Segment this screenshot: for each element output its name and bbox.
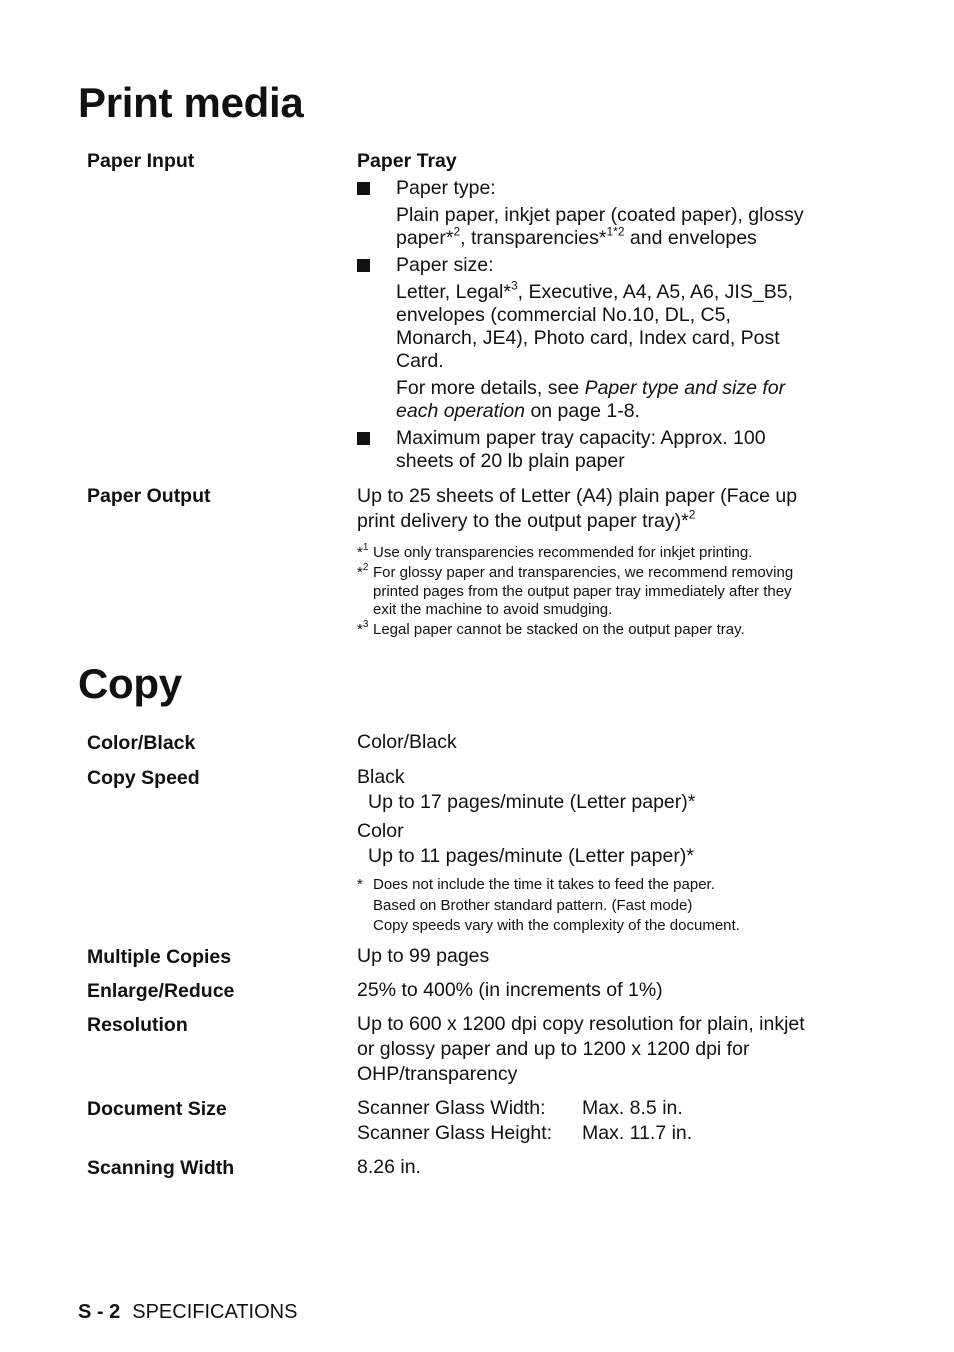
footnote-number: 3: [362, 619, 369, 630]
note-text: Copy speeds vary with the complexity of the document.: [373, 917, 740, 934]
text-part: Letter, Legal*: [396, 281, 511, 303]
section-title-print-media: Print media: [78, 79, 304, 126]
paper-size-item: [357, 254, 827, 277]
resolution-line-2: or glossy paper and up to 1200 x 1200 dpi for: [357, 1038, 750, 1060]
text-part: *: [357, 564, 363, 581]
footnote-number: 1: [362, 542, 369, 553]
paper-type-value: [357, 204, 827, 250]
label-resolution: Resolution: [87, 1014, 188, 1036]
resolution-line-1: Up to 600 x 1200 dpi copy resolution for plain, inkjet: [357, 1013, 805, 1035]
footnote-ref: 1*2: [606, 224, 625, 239]
footnote-text: exit the machine to avoid smudging.: [373, 601, 613, 618]
document-width-value: Max. 8.5 in.: [582, 1097, 683, 1119]
text-part: *: [357, 621, 363, 638]
page-number: S - 2: [78, 1301, 121, 1323]
label-paper-output: Paper Output: [87, 485, 211, 507]
capacity-line-2: sheets of 20 lb plain paper: [396, 450, 625, 472]
text-part: *: [357, 544, 363, 561]
text-part: For more details, see: [396, 377, 585, 399]
text-part: , transparencies*: [460, 227, 607, 249]
text-part: on page 1-8.: [525, 400, 640, 422]
paper-size-line-3: Monarch, JE4), Photo card, Index card, Post: [396, 327, 780, 349]
footnote-3: [357, 621, 827, 640]
paper-tray-heading: Paper Tray: [357, 150, 457, 172]
capacity-item: [357, 427, 827, 473]
paper-size-line-2: envelopes (commercial No.10, DL, C5,: [396, 304, 731, 326]
footnote-text: printed pages from the output paper tray immediately after they: [373, 582, 792, 600]
paper-size-line-4: Card.: [396, 350, 444, 372]
label-scanning-width: Scanning Width: [87, 1157, 235, 1179]
footnote-text: Legal paper cannot be stacked on the output paper tray.: [373, 621, 745, 638]
paper-size-label: Paper size:: [396, 254, 494, 276]
copy-speed-note: [357, 875, 827, 937]
paper-output-line-2: [357, 509, 827, 534]
footnote-marker: [357, 544, 368, 563]
copy-speed-black: Black: [357, 766, 405, 788]
label-document-size: Document Size: [87, 1098, 227, 1120]
copy-speed-black-value: Up to 17 pages/minute (Letter paper)*: [368, 791, 696, 813]
paper-type-line-2: [396, 224, 827, 250]
paper-output-line-1: Up to 25 sheets of Letter (A4) plain paper (Face up: [357, 485, 798, 507]
footnote-ref: 2: [453, 224, 461, 239]
text-part: paper*: [396, 227, 454, 249]
enlarge-reduce-value: 25% to 400% (in increments of 1%): [357, 979, 663, 1001]
bullet-square-icon: [357, 432, 370, 445]
more-details-text: [396, 377, 827, 423]
footnote-text: Use only transparencies recommended for inkjet printing.: [373, 544, 753, 561]
bullet-square-icon: [357, 182, 370, 195]
capacity-line-1: Maximum paper tray capacity: Approx. 100: [396, 427, 766, 449]
footnote-2: [357, 564, 827, 620]
paper-size-line-1: [396, 278, 827, 304]
label-paper-input: Paper Input: [87, 150, 195, 172]
scanning-width-value: 8.26 in.: [357, 1156, 421, 1178]
color-black-value: Color/Black: [357, 731, 457, 753]
text-part: print delivery to the output paper tray)*: [357, 510, 689, 532]
cross-reference: Paper type and size for each operation: [396, 377, 786, 422]
footnote-ref: 3: [510, 278, 518, 293]
copy-speed-color: Color: [357, 820, 404, 842]
paper-output-value: [357, 484, 827, 534]
copy-speed-color-value: Up to 11 pages/minute (Letter paper)*: [368, 845, 694, 867]
label-color-black: Color/Black: [87, 732, 196, 754]
paper-size-value: [357, 278, 827, 423]
paper-type-line-1: Plain paper, inkjet paper (coated paper), glossy: [396, 204, 804, 226]
document-height-key: Scanner Glass Height:: [357, 1122, 553, 1144]
footnote-ref: 2: [688, 507, 696, 522]
footnote-marker: [357, 621, 368, 640]
footnote-1: [357, 544, 827, 563]
section-title-copy: Copy: [78, 660, 182, 707]
paper-input-content: [357, 149, 827, 473]
note-text: Based on Brother standard pattern. (Fast mode): [373, 896, 693, 914]
footnote-text: For glossy paper and transparencies, we recommend removing: [373, 564, 794, 581]
label-copy-speed: Copy Speed: [87, 767, 200, 789]
text-part: and envelopes: [624, 227, 757, 249]
paper-type-item: [357, 177, 827, 200]
bullet-square-icon: [357, 259, 370, 272]
document-height-value: Max. 11.7 in.: [582, 1122, 693, 1144]
label-multiple-copies: Multiple Copies: [87, 946, 232, 968]
paper-type-label: Paper type:: [396, 177, 496, 199]
label-enlarge-reduce: Enlarge/Reduce: [87, 980, 235, 1002]
text-part: , Executive, A4, A5, A6, JIS_B5,: [517, 281, 793, 303]
footnote-marker: *: [357, 876, 363, 893]
document-width-key: Scanner Glass Width:: [357, 1097, 546, 1119]
resolution-line-3: OHP/transparency: [357, 1063, 518, 1085]
note-text: Does not include the time it takes to feed the paper.: [373, 876, 715, 893]
multiple-copies-value: Up to 99 pages: [357, 945, 490, 967]
page-footer: [78, 1300, 297, 1324]
footnote-number: 2: [362, 562, 369, 573]
footer-section: SPECIFICATIONS: [132, 1301, 298, 1323]
footnote-marker: [357, 564, 368, 583]
